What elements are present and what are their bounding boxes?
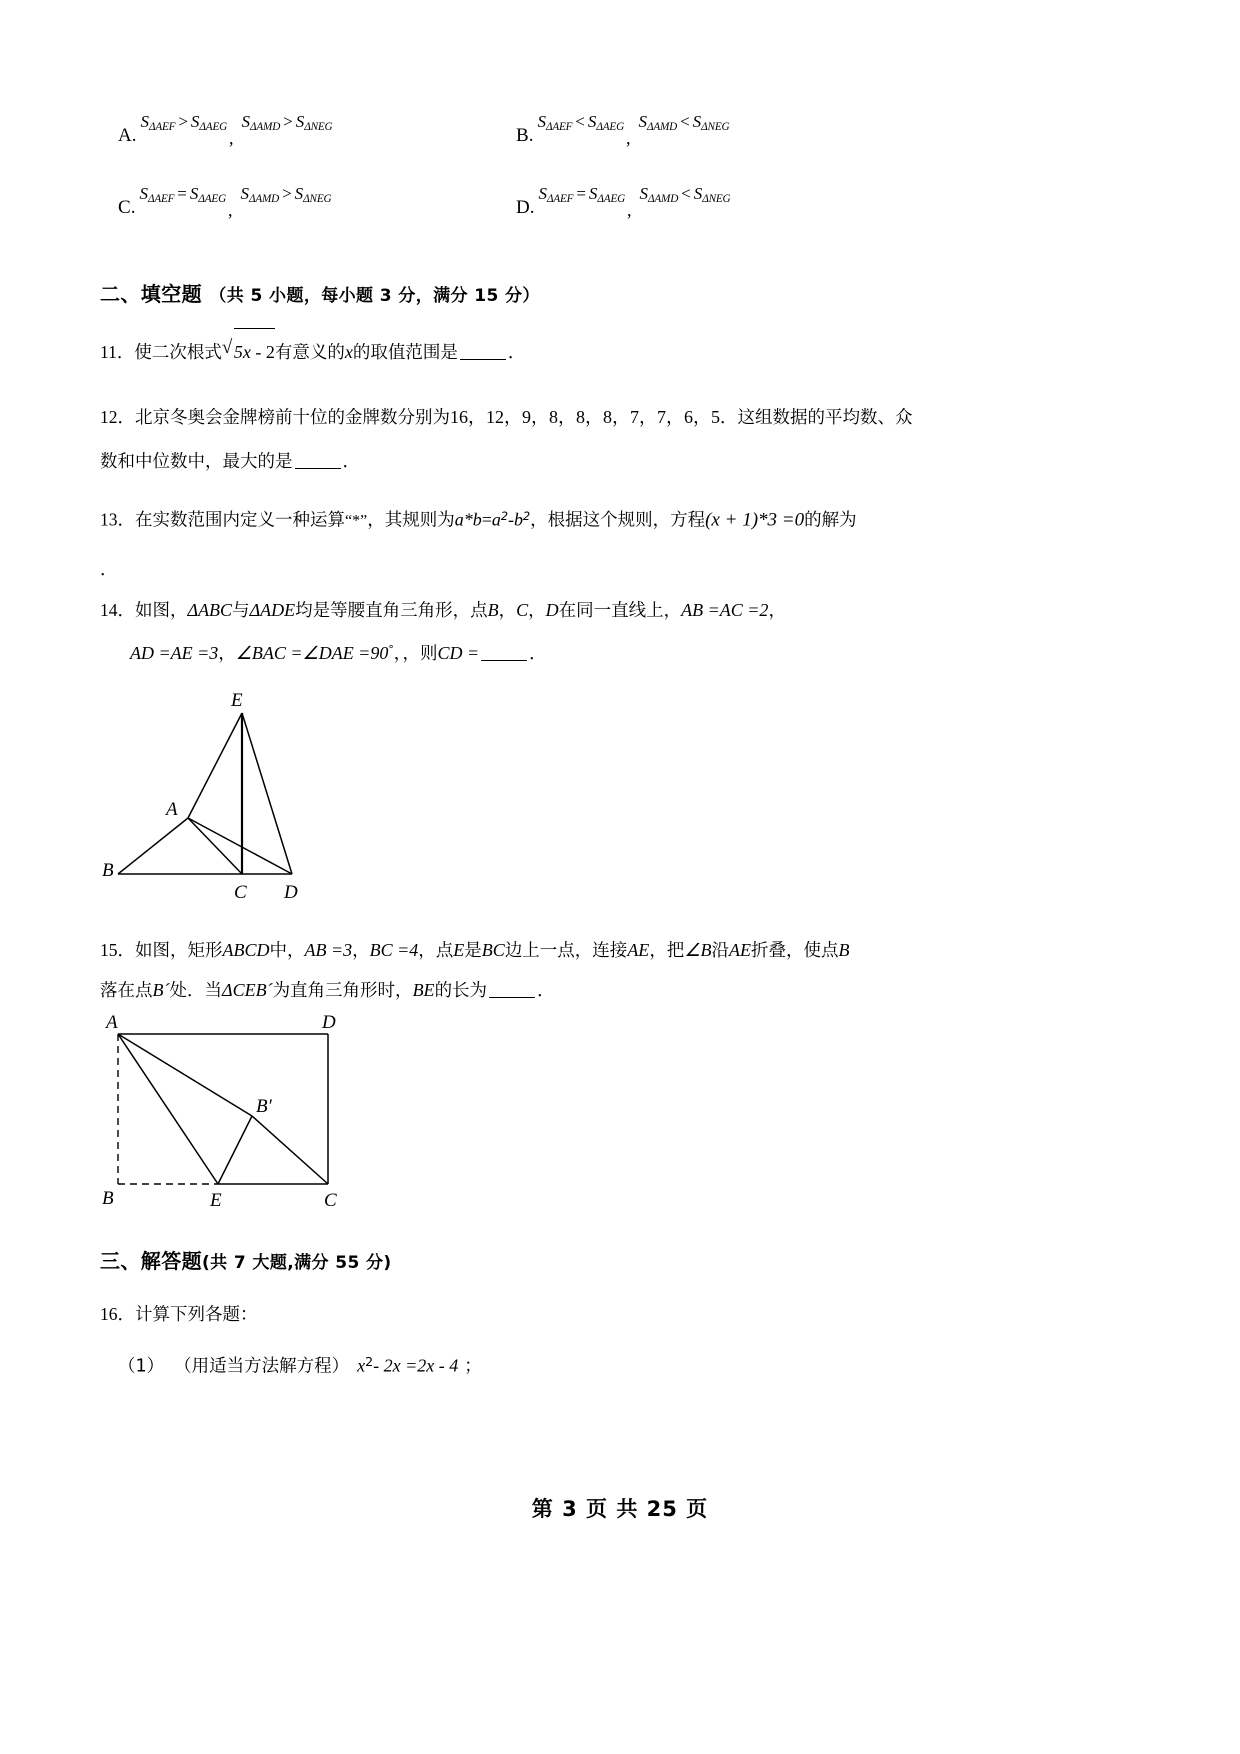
q16-sub1-label: （1）	[118, 1356, 165, 1377]
q11-variable: x	[344, 342, 353, 362]
q14-ask-cd: CD =	[437, 642, 480, 663]
q14-condition-2: AD =AE =3	[130, 642, 219, 663]
choice-expression-b1: $S_{\Delta AEF} < S_{\Delta AEG}$	[537, 111, 624, 133]
q13-number: 13	[100, 509, 118, 530]
q11-text-b: 有意义的	[274, 343, 345, 363]
choice-comma-b: ,	[625, 128, 631, 148]
choice-option-c[interactable]	[118, 183, 332, 221]
q15-triangle-ceb: ΔCEB´	[222, 980, 273, 1000]
q13-text-d: 的解为	[804, 510, 857, 531]
choice-expression-a1: $S_{\Delta AEF} > S_{\Delta AEG}$	[140, 111, 228, 133]
question-12-line2	[100, 440, 360, 484]
q13-rule-right-a: a	[491, 509, 501, 530]
q12-dot: ．	[117, 408, 135, 428]
q13-rule-right-b: b	[513, 509, 523, 530]
q14-point-b: B	[487, 600, 499, 620]
q16-sub1-tail: ；	[464, 1356, 482, 1377]
figure-14-label-d: D	[284, 882, 298, 903]
figure-14-label-a: A	[166, 799, 178, 820]
choice-comma-a: ,	[229, 128, 234, 148]
q15-point-bprime: B´	[152, 980, 170, 1000]
q12-number: 12	[100, 407, 118, 427]
figure-14-label-b: B	[102, 860, 114, 881]
q13-exp-a: 2	[500, 510, 508, 523]
q15-point-b: B	[838, 940, 850, 960]
q13-line2-period: ．	[100, 560, 118, 580]
figure-15-label-d: D	[322, 1012, 336, 1033]
q14-text-e: ，则	[402, 643, 438, 664]
q12-answer-blank[interactable]	[295, 453, 341, 469]
choice-row-cd	[118, 183, 1128, 272]
q13-operator-symbol: “*”	[345, 512, 368, 530]
choice-expression-a2: $S_{\Delta AMD} > S_{\Delta NEG}$	[241, 111, 333, 133]
q16-text: 计算下列各题：	[135, 1305, 258, 1325]
q13-text-b: ，其规则为	[367, 510, 455, 531]
choice-comma-c: ,	[227, 200, 233, 220]
q13-rule-op: -	[507, 509, 514, 530]
page-footer	[0, 1493, 1240, 1523]
question-16-sub1	[118, 1340, 482, 1389]
section-two-meta: （共 5 小题，每小题 3 分，满分 15 分）	[209, 286, 540, 306]
question-15-line2	[100, 968, 555, 1013]
q14-triangle-1: ΔABC	[187, 600, 233, 620]
choice-letter-a: A.	[118, 125, 137, 146]
section-three-title: 三、解答题	[100, 1249, 202, 1273]
figure-triangles-abcde	[100, 688, 360, 918]
choice-letter-b: B.	[516, 125, 534, 146]
q14-number: 14	[100, 600, 118, 620]
q15-answer-blank[interactable]	[489, 982, 535, 998]
q14-text-d: 在同一直线上，	[558, 601, 682, 621]
choice-letter-c: C.	[118, 197, 136, 218]
question-14-line2: AD =AE =3，∠BAC =∠DAE =90°，，则CD = ．	[130, 642, 547, 664]
choice-expression-c1: $S_{\Delta AEF} = S_{\Delta AEG}$	[139, 183, 226, 205]
choice-expression-b2: $S_{\Delta AMD} < S_{\Delta NEG}$	[638, 111, 730, 133]
q16-sub1-exp: 2	[365, 1354, 374, 1369]
q11-answer-blank[interactable]	[460, 344, 506, 360]
figure-15-label-a: A	[106, 1012, 118, 1033]
q15-angle-b: ∠B	[684, 940, 712, 960]
q11-text-c: 的取值范围是	[352, 343, 458, 363]
choice-option-a[interactable]	[118, 111, 333, 149]
choice-expression-d2: $S_{\Delta AMD} < S_{\Delta NEG}$	[639, 183, 731, 205]
figure-15-label-e: E	[210, 1190, 222, 1211]
q15-number: 15	[100, 940, 118, 960]
q14-point-d: D	[545, 600, 559, 620]
q11-text-a: 使二次根式	[134, 343, 222, 363]
q11-dot: ．	[116, 343, 135, 363]
figure-rectangle-abcd	[100, 1012, 380, 1212]
q12-data-values: 16，12，9，8，8，8，7，7，6，5	[450, 407, 720, 427]
choice-option-d[interactable]	[516, 183, 731, 221]
question-14-line1: 14．如图，ΔABC与ΔADE均是等腰直角三角形，点B，C，D在同一直线上，AB =AC =2，	[100, 600, 786, 621]
q14-condition-1: AB =AC =2	[681, 600, 769, 620]
q15-point-e: E	[453, 940, 465, 960]
section-heading-two	[100, 278, 540, 307]
q16-sub1-eq-a: x	[357, 1355, 366, 1376]
footer-page-number: 第 3 页 共 25 页	[531, 1497, 709, 1521]
q15-seg-bc: BC	[481, 940, 505, 960]
choice-option-b[interactable]	[516, 111, 730, 149]
q13-rule-left: a*b	[454, 509, 482, 530]
question-13-line1	[100, 495, 857, 544]
q16-number: 16	[100, 1304, 118, 1324]
choice-expression-d1: $S_{\Delta AEF} = S_{\Delta AEG}$	[538, 183, 626, 205]
q14-text-c: 均是等腰直角三角形，点	[295, 601, 488, 621]
q13-text-c: ，根据这个规则，方程	[530, 510, 706, 531]
q15-text-c: ，点	[418, 941, 454, 961]
section-heading-three	[100, 1245, 392, 1274]
q15-text-f: ，把	[649, 941, 685, 961]
q14-dot: ．	[117, 601, 135, 621]
q15-seg-be: BE	[412, 980, 435, 1000]
figure-15-label-c: C	[324, 1190, 337, 1211]
q15-text-d: 是	[464, 941, 482, 961]
q15-text-b: 中，	[269, 941, 305, 961]
q15-text-g: 沿	[711, 941, 729, 961]
q15-seg-ae-2: AE	[728, 940, 751, 960]
q13-dot: ．	[117, 510, 135, 531]
q15-text-l: 的长为	[434, 981, 488, 1001]
choice-block	[118, 111, 1128, 272]
q12-text-a: 北京冬奥会金牌榜前十位的金牌数分别为	[135, 408, 450, 428]
figure-14-label-c: C	[234, 882, 247, 903]
q14-tail: ．	[529, 643, 547, 664]
q11-number: 11	[100, 342, 117, 362]
question-11	[100, 328, 525, 375]
question-15-line1: 15．如图，矩形ABCD中，AB =3，BC =4，点E是BC边上一点，连接AE，把∠B沿AE折叠，使点B	[100, 940, 850, 961]
question-12-line1	[100, 395, 913, 440]
q15-text-i: 落在点	[100, 981, 153, 1001]
q16-dot: ．	[117, 1305, 135, 1325]
figure-14-svg	[100, 688, 360, 918]
figure-14-label-e: E	[231, 690, 243, 711]
q14-text-b: 与	[232, 601, 250, 621]
q15-text-h: 折叠，使点	[750, 941, 839, 961]
q13-text-a: 在实数范围内定义一种运算	[135, 510, 345, 531]
q14-point-c: C	[516, 600, 529, 620]
q13-rule-eq: =	[481, 509, 492, 530]
q15-seg-ae: AE	[627, 940, 650, 960]
q13-equation: (x + 1)*3 =0	[705, 509, 805, 531]
choice-letter-d: D.	[516, 197, 535, 218]
q12-text-b: ．这组数据的平均数、众	[720, 408, 913, 428]
figure-15-svg	[100, 1012, 380, 1212]
q15-text-k: 为直角三角形时，	[272, 981, 413, 1001]
figure-15-label-bprime: B′	[256, 1096, 272, 1117]
choice-expression-c2: $S_{\Delta AMD} > S_{\Delta NEG}$	[240, 183, 332, 205]
q15-rect-name: ABCD	[222, 940, 270, 960]
q15-bc-value: BC =4	[369, 940, 419, 960]
q14-degree-symbol: °	[388, 643, 394, 656]
section-two-title: 二、填空题	[100, 282, 202, 306]
q15-dot: ．	[117, 941, 135, 961]
q11-radical: √ 5x - 2	[222, 328, 275, 374]
q12-text-c: 数和中位数中，最大的是	[100, 452, 293, 472]
q14-answer-blank[interactable]	[481, 645, 527, 661]
q15-text-e: 边上一点，连接	[504, 941, 628, 961]
q16-sub1-hint: （用适当方法解方程）	[174, 1356, 350, 1377]
section-three-meta: (共 7 大题,满分 55 分)	[202, 1253, 392, 1273]
q15-ab-value: AB =3	[304, 940, 353, 960]
figure-15-label-b: B	[102, 1188, 114, 1209]
q15-tail: ．	[537, 981, 555, 1001]
q14-triangle-2: ΔADE	[249, 600, 296, 620]
q11-tail: ．	[507, 343, 526, 363]
question-16	[100, 1292, 258, 1337]
q12-tail: ．	[342, 452, 360, 472]
q15-text-a: 如图，矩形	[135, 941, 223, 961]
q13-exp-b: 2	[522, 510, 531, 523]
q14-text-a: 如图，	[135, 601, 188, 621]
choice-comma-d: ,	[627, 200, 632, 220]
q14-condition-3: ∠BAC =∠DAE =90	[235, 642, 389, 663]
q16-sub1-eq-b: - 2x =2x - 4	[373, 1355, 459, 1376]
q15-text-j: 处．当	[169, 981, 222, 1001]
question-13-line2	[100, 548, 118, 592]
